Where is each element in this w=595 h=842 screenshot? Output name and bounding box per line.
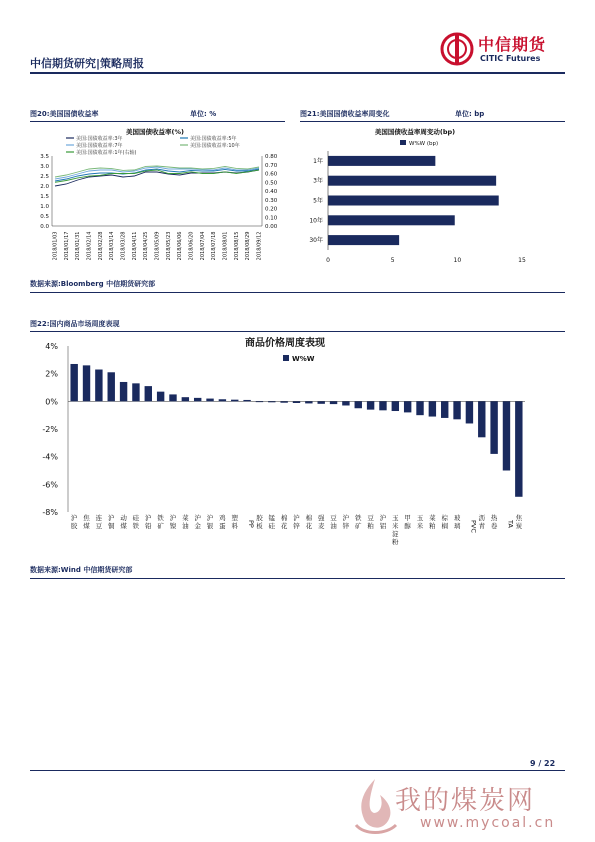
chart21-x-tick-label: 10 (453, 257, 462, 264)
chart22-category-label: 热卷 (490, 514, 498, 530)
chart22-bar (280, 401, 287, 402)
chart21-x-tick-label: 15 (518, 257, 526, 264)
chart22-bar (466, 401, 473, 423)
chart20-x-tick-label: 2018/03/28 (120, 231, 127, 261)
chart22-bar (182, 397, 189, 401)
chart22-category-label: 豆粕 (367, 514, 374, 530)
figure21-caption: 图21:美国国债收益率周变化 (300, 110, 390, 118)
chart22-category-label: 动煤 (120, 514, 127, 530)
chart22-category-label: 沪铅 (145, 514, 152, 530)
chart22-bar (342, 401, 349, 405)
chart20-right-tick-label: 0.30 (265, 197, 278, 204)
chart20-legend-label: 美国:国债收益率:7年 (76, 143, 123, 149)
chart22-bar (157, 392, 164, 402)
chart22-axis (42, 342, 525, 517)
chart22-bar (429, 401, 436, 416)
chart20-right-tick-label: 0.40 (265, 189, 278, 195)
chart20-right-axis (262, 154, 278, 230)
chart20-left-tick-label: 3.5 (40, 154, 49, 160)
chart20-left-tick-label: 2.5 (40, 174, 49, 180)
chart22-category-label: 玉米 (416, 514, 424, 530)
chart21-x-tick-label: 5 (390, 257, 395, 264)
chart22-bar (70, 364, 77, 401)
chart20-right-tick-label: 0.20 (265, 206, 278, 213)
us-treasury-yield-line-chart (30, 124, 290, 274)
chart21-category-label: 1年 (313, 157, 323, 165)
chart22-category-label: 沥青 (478, 514, 486, 530)
chart22-bar (416, 401, 423, 415)
citic-logo-icon (440, 32, 474, 66)
chart22-category-label: 棉花 (305, 514, 313, 530)
chart22-bar (503, 401, 510, 470)
figure20-caption: 图20:美国国债收益率 (30, 110, 99, 118)
chart22-bars (70, 364, 522, 497)
chart22-category-label: 菜油 (182, 514, 189, 530)
chart20-x-tick-label: 2018/01/03 (52, 231, 59, 261)
chart20-x-tick-label: 2018/06/20 (188, 231, 195, 261)
chart20-x-tick-label: 2018/05/09 (154, 231, 161, 261)
source-note-2: 数据来源:Wind 中信期货研究部 (30, 566, 133, 574)
chart20-legend-label: 美国:国债收益率:5年 (190, 136, 237, 142)
chart22-bar (256, 401, 263, 402)
chart21-bar (328, 156, 435, 166)
chart22-category-label: 铁矿 (157, 514, 164, 530)
report-header-title: 中信期货研究|策略周报 (30, 57, 145, 70)
chart22-category-label: 沪镍 (169, 514, 177, 530)
chart21-category-label: 30年 (309, 237, 323, 245)
chart20-right-tick-label: 0.80 (265, 154, 278, 160)
chart22-category-label: 沪金 (194, 514, 201, 530)
watermark-url: www.mycoal.cn (420, 815, 556, 831)
chart20-x-tick-label: 2018/03/14 (109, 231, 116, 261)
chart22-bar (293, 401, 300, 403)
chart22-legend-label: W%W (292, 355, 315, 363)
figure20-unit: 单位: % (190, 110, 217, 118)
chart20-x-tick-label: 2018/09/12 (256, 231, 263, 261)
logo-text-cn: 中信期货 (478, 35, 547, 54)
figure22-caption: 图22:国内商品市场周度表现 (30, 320, 120, 328)
chart22-bar (441, 401, 448, 418)
chart22-category-label: 沪锌 (342, 514, 350, 530)
figure20-caption-rule (30, 121, 285, 122)
logo-text-en: CITIC Futures (480, 54, 541, 63)
chart22-legend-swatch (283, 355, 289, 361)
chart22-category-label: 铁矿 (355, 514, 362, 530)
chart22-bar (219, 399, 226, 401)
chart21-legend-swatch (400, 140, 406, 145)
chart21-category-label: 3年 (313, 177, 323, 185)
chart22-category-label: 沪锌 (293, 514, 300, 530)
chart20-series-line (55, 169, 259, 181)
page-number: 9 / 22 (530, 759, 556, 768)
chart22-category-label: PP (247, 520, 256, 528)
chart22-category-label: 硅铁 (132, 514, 140, 530)
chart20-x-tick-label: 2018/07/04 (199, 231, 206, 261)
chart20-legend-label: 美国:国债收益率:3年 (76, 136, 123, 142)
chart22-bar (379, 401, 386, 410)
chart20-right-tick-label: 0.70 (265, 162, 278, 169)
chart20-right-tick-label: 0.50 (265, 180, 278, 187)
source2-rule (30, 578, 565, 579)
chart20-x-tick-label: 2018/07/18 (211, 231, 218, 261)
chart20-x-tick-label: 2018/05/23 (165, 231, 172, 261)
chart22-category-label: 棉花 (280, 514, 288, 530)
chart22-bar (404, 401, 411, 412)
citic-futures-logo (440, 30, 565, 70)
chart22-y-tick-label: -6% (42, 480, 58, 490)
chart21-bar (328, 196, 499, 206)
chart20-left-tick-label: 1.0 (40, 204, 49, 210)
chart22-bar (169, 394, 176, 401)
chart22-category-label: 沪铜 (107, 514, 115, 530)
chart20-left-axis (40, 154, 262, 230)
chart20-legend-label: 美国:国债收益率:10年 (190, 143, 240, 149)
chart22-category-label: 玉米淀粉 (392, 514, 399, 546)
chart21-category-label: 5年 (313, 197, 323, 205)
chart20-x-tick-label: 2018/08/29 (245, 231, 252, 261)
chart22-category-label: 菜粕 (429, 514, 436, 530)
chart20-x-tick-label: 2018/04/11 (131, 231, 138, 261)
chart20-legend-label: 美国:国债收益率:1年(右轴) (76, 150, 137, 156)
chart22-bar (268, 401, 275, 402)
flame-logo-icon (350, 775, 400, 837)
chart20-x-tick-label: 2018/08/15 (233, 231, 240, 261)
chart22-category-label: 沪银 (206, 514, 214, 530)
chart22-bar (515, 401, 522, 496)
chart22-y-tick-label: 0% (45, 397, 58, 407)
chart20-right-tick-label: 0.60 (265, 171, 278, 178)
chart22-category-label: 焦煤 (83, 514, 90, 530)
chart22-category-label: 连豆 (95, 514, 103, 530)
figure22-caption-rule (30, 331, 565, 332)
chart21-x-tick-label: 0 (326, 257, 330, 264)
chart22-category-label: 甲醇 (404, 514, 411, 530)
chart22-bar (206, 399, 213, 402)
chart22-y-tick-label: -8% (42, 508, 58, 517)
chart22-bar (355, 401, 362, 408)
chart22-bar (478, 401, 485, 437)
chart21-title: 美国国债收益率周变动(bp) (374, 128, 456, 136)
chart20-x-tick-label: 2018/02/14 (86, 231, 93, 261)
mycoal-watermark (350, 775, 580, 840)
chart22-bar (231, 400, 238, 402)
chart20-legend (66, 135, 240, 156)
chart22-category-label: 塑料 (231, 514, 238, 530)
chart22-bar (305, 401, 312, 403)
chart22-bar (367, 401, 374, 409)
chart22-category-label: 胶板 (256, 514, 263, 530)
chart20-series-lines (55, 166, 259, 186)
chart20-left-tick-label: 0.5 (40, 214, 49, 220)
chart22-category-label: 沪胶 (70, 514, 78, 530)
chart22-bar (132, 383, 139, 401)
chart20-right-tick-label: 0.00 (265, 224, 278, 230)
figure21-unit: 单位: bp (455, 110, 485, 118)
chart20-x-tick-label: 2018/06/06 (177, 231, 184, 261)
chart21-bars (309, 156, 498, 245)
figure21-caption-rule (300, 121, 565, 122)
chart22-bar (120, 382, 127, 401)
chart22-bar (194, 398, 201, 401)
chart20-x-tick-label: 2018/02/28 (97, 231, 104, 261)
chart22-bar (243, 400, 250, 401)
chart21-category-label: 10年 (309, 217, 323, 225)
chart21-bar (328, 215, 455, 225)
chart22-category-label: 鸡蛋 (219, 514, 226, 530)
chart22-bar (145, 386, 152, 401)
chart20-left-tick-label: 2.0 (40, 184, 49, 190)
chart20-left-tick-label: 1.5 (40, 194, 49, 200)
chart22-category-label: PVC (469, 520, 478, 533)
source-note-1: 数据来源:Bloomberg 中信期货研究部 (30, 280, 156, 288)
chart22-y-tick-label: -4% (42, 452, 58, 462)
chart20-x-tick-label: 2018/08/01 (222, 231, 229, 261)
chart22-bar (108, 372, 115, 401)
chart20-x-tick-label: 2018/01/31 (75, 231, 82, 261)
chart22-bar (490, 401, 497, 454)
chart21-legend-label: W%W (bp) (409, 141, 439, 147)
chart22-y-tick-label: 4% (45, 342, 58, 351)
chart21-axis (326, 151, 526, 264)
chart22-category-label: TA (506, 520, 515, 528)
chart22-category-label: 豆油 (330, 514, 337, 530)
footer-divider (30, 770, 565, 771)
us-treasury-weekly-change-bar-chart (300, 124, 565, 274)
chart22-category-label: 玻璃 (453, 514, 461, 530)
chart20-left-tick-label: 3.0 (40, 164, 49, 170)
chart20-right-tick-label: 0.10 (265, 215, 278, 222)
chart20-left-tick-label: 0.0 (40, 224, 49, 230)
chart22-category-label: 锰硅 (268, 514, 276, 530)
chart20-x-tick-label: 2018/04/25 (143, 231, 150, 261)
chart21-bar (328, 235, 399, 245)
chart21-bar (328, 176, 496, 186)
chart22-bar (392, 401, 399, 411)
chart22-category-label: 焦炭 (515, 514, 523, 530)
chart22-bar (330, 401, 337, 404)
watermark-text-cn: 我的煤炭网 (395, 786, 536, 816)
chart22-bar (453, 401, 460, 419)
chart20-x-tick-label: 2018/01/17 (63, 231, 70, 261)
header-divider (30, 72, 565, 74)
chart22-bar (95, 370, 102, 402)
chart22-bar (83, 365, 90, 401)
chart20-title: 美国国债收益率(%) (126, 128, 184, 136)
chart22-category-label: 棕榈 (441, 514, 448, 530)
chart22-y-tick-label: 2% (45, 369, 58, 379)
commodity-weekly-performance-bar-chart (30, 334, 565, 559)
chart22-category-label: 强麦 (317, 514, 325, 530)
source1-rule (30, 292, 565, 293)
chart22-category-labels (71, 513, 523, 546)
chart20-x-axis (53, 232, 263, 261)
chart22-title: 商品价格周度表现 (245, 338, 325, 349)
chart22-y-tick-label: -2% (42, 425, 58, 434)
chart22-category-label: 沪铝 (379, 514, 387, 530)
chart22-bar (317, 401, 324, 403)
